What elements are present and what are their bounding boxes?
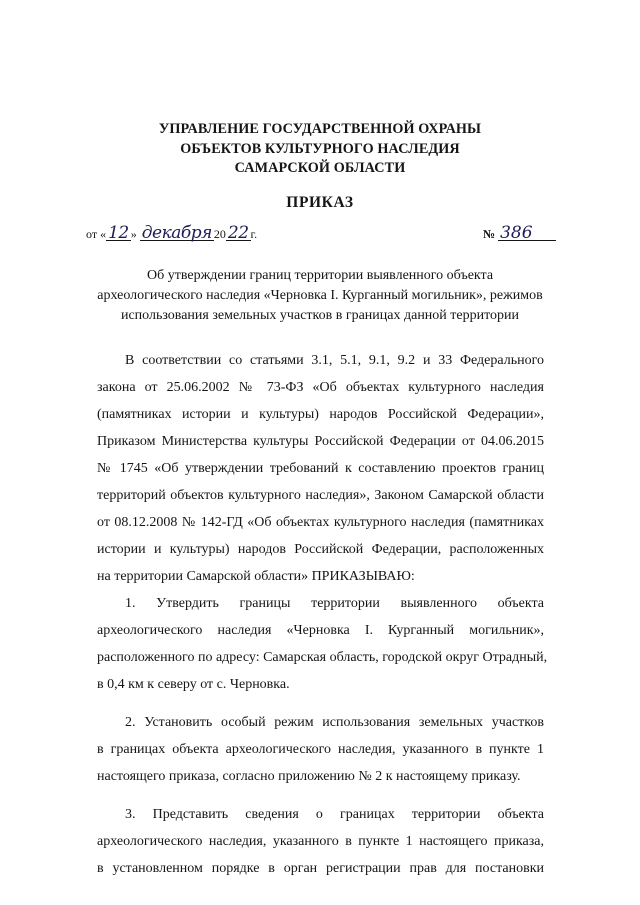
number-value: 386 xyxy=(498,226,556,241)
item-3-line: в установленном порядке в орган регистрации прав для постановки xyxy=(97,861,544,876)
date-prefix: от « xyxy=(86,227,107,241)
date-year-prefix: 20 xyxy=(213,227,226,241)
header-line-1: УПРАВЛЕНИЕ ГОСУДАРСТВЕННОЙ ОХРАНЫ xyxy=(158,121,482,137)
item-2-line: настоящего приказа, согласно приложению № 2 к настоящему приказу. xyxy=(97,769,521,784)
item-1-line: расположенного по адресу: Самарская область, городской округ Отрадный, xyxy=(97,650,548,665)
item-1-line: 1. Утвердить границы территории выявленного объекта xyxy=(125,596,544,611)
order-number xyxy=(483,223,556,243)
item-2-line: в границах объекта археологического наследия, указанного в пункте 1 xyxy=(97,742,544,757)
paragraph-gap xyxy=(97,698,544,709)
paragraph-gap xyxy=(97,790,544,801)
subject-line-1: Об утверждении границ территории выявленного объекта xyxy=(146,268,494,283)
intro-line: Приказом Министерства культуры Российской Федерации от 04.06.2015 xyxy=(97,434,544,449)
date-month: декабря xyxy=(141,223,212,243)
header-line-2: ОБЪЕКТОВ КУЛЬТУРНОГО НАСЛЕДИЯ xyxy=(180,140,460,157)
intro-line: от 08.12.2008 № 142-ГД «Об объектах культурного наследия (памятниках xyxy=(97,515,544,530)
item-1-line: археологического наследия «Черновка I. Курганный могильник», xyxy=(97,623,544,638)
intro-line: закона от 25.06.2002 № 73-ФЗ «Об объектах культурного наследия xyxy=(97,380,544,395)
date-year-end: г. xyxy=(250,227,258,241)
date-day: 12 xyxy=(108,223,129,243)
order-date xyxy=(86,223,258,243)
item-2-line: 2. Установить особый режим использования земельных участков xyxy=(125,715,544,730)
order-body xyxy=(97,347,548,882)
subject-line-3: использования земельных участков в границах данной территории xyxy=(120,308,520,323)
item-3-line: 3. Представить сведения о границах территории объекта xyxy=(125,807,544,822)
header-line-3: САМАРСКОЙ ОБЛАСТИ xyxy=(234,160,406,176)
item-3-line: археологического наследия, указанного в пункте 1 настоящего приказа, xyxy=(97,834,544,849)
intro-line: на территории Самарской области» ПРИКАЗЫВАЮ: xyxy=(97,569,415,584)
subject-line-2: археологического наследия «Черновка I. Курганный могильник», режимов xyxy=(97,288,543,303)
document-title: ПРИКАЗ xyxy=(286,194,354,211)
intro-line: № 1745 «Об утверждении требований к составлению проектов границ xyxy=(97,461,544,476)
intro-line: В соответствии со статьями 3.1, 5.1, 9.1, 9.2 и 33 Федерального xyxy=(125,353,544,368)
number-sign: № xyxy=(483,227,496,241)
date-year-suffix: 22 xyxy=(227,223,249,243)
intro-line: истории и культуры) народов Российской Федерации, расположенных xyxy=(97,542,544,557)
date-mid: » xyxy=(130,227,137,241)
intro-line: территорий объектов культурного наследия», Законом Самарской области xyxy=(97,488,544,503)
order-subject xyxy=(0,266,640,326)
item-1-line: в 0,4 км к северу от с. Черновка. xyxy=(97,677,290,692)
agency-header xyxy=(0,120,640,179)
intro-line: (памятниках истории и культуры) народов Российской Федерации», xyxy=(97,407,544,422)
